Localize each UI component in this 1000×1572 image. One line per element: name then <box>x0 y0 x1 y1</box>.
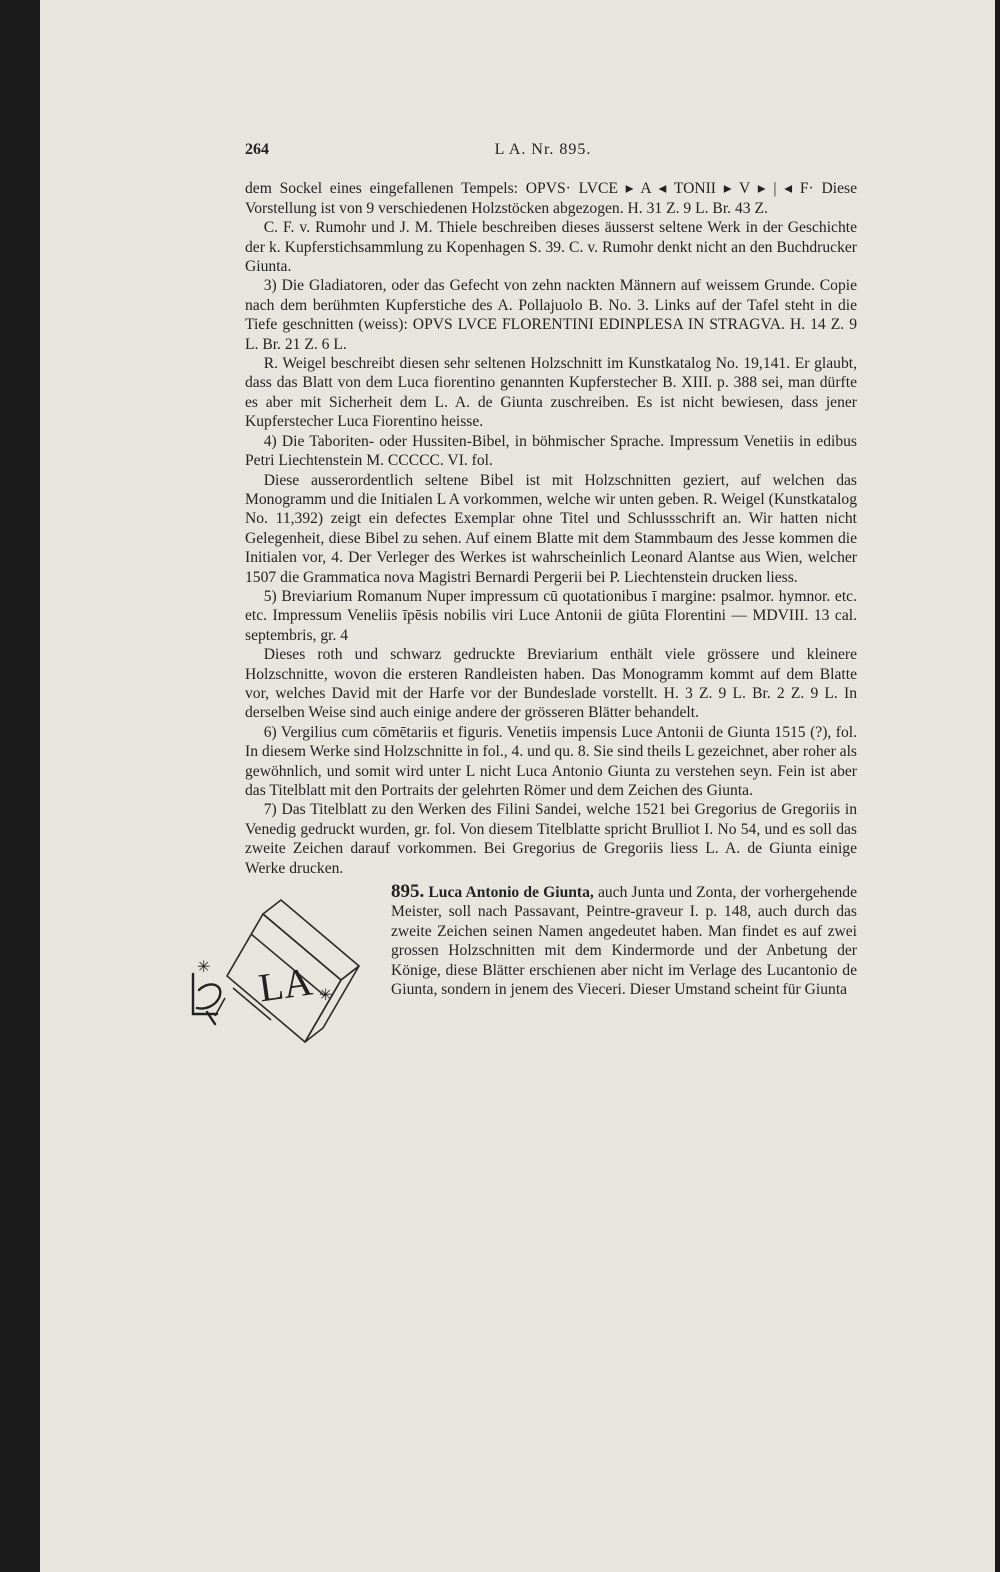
paragraph: C. F. v. Rumohr und J. M. Thiele beschreiben dieses äusserst seltene Werk in der Geschichte der k. Kupferstichsammlung zu Kopenhagen S. 39. C. v. Rumohr denkt nicht an den Buchdrucker Giunta. <box>245 219 857 276</box>
catalog-entry-895 <box>197 881 857 1011</box>
entry-number: 895. <box>391 881 425 903</box>
paragraph: 3) Die Gladiatoren, oder das Gefecht von zehn nackten Männern auf weissem Grunde. Copie nach dem berühmten Kupferstiche des A. Pollajuolo B. No. 3. Links auf der Tafel steht in die Tiefe geschnitten (weiss): OPVS LVCE FLORENTINI EDINPLESA IN STRAGVA. H. 14 Z. 9 L. Br. 21 Z. 6 L. <box>245 277 857 353</box>
paragraph: R. Weigel beschreibt diesen sehr seltenen Holzschnitt im Kunstkatalog No. 19,141. Er glaubt, dass das Blatt von dem Luca fiorentino genannten Kupferstecher B. XIII. p. 388 sei, man dürfte es aber mit Sicherheit dem L. A. de Giunta zuschreiben. Es ist nicht bewiesen, dass jener Kupferstecher Luca Fiorentino heisse. <box>245 355 857 431</box>
entry-body: auch Junta und Zonta, der vorhergehende Meister, soll nach Passavant, Peintre-graveur I. p. 148, auch durch das zweite Zeichen seinen Namen angedeutet haben. Man findet es auf zwei grossen Holzschnitten mit dem Kindermorde und der Anbetung der Könige, diese Blätter erschienen aber nicht im Verlage des Lucantonio de Giunta, sondern in jenem des Vieceri. Dieser Umstand scheint für Giunta <box>391 884 857 999</box>
paragraph: 6) Vergilius cum cōmētariis et figuris. Venetiis impensis Luce Antonii de Giunta 1515 (?), fol. In diesem Werke sind Holzschnitte in fol., 4. und qu. 8. Sie sind theils L gezeichnet, aber roher als gewöhnlich, und somit wird unter L nicht Luca Antonio Giunta zu verstehen seyn. Fein ist aber das Titelblatt mit den Portraits der gelehrten Römer und dem Zeichen des Giunta. <box>245 723 857 799</box>
text-block <box>197 140 857 1050</box>
artist-name: Luca Antonio de Giunta, <box>428 884 594 902</box>
paragraph: 5) Breviarium Romanum Nuper impressum cū quotationibus ī margine: psalmor. hymnor. etc. etc. Impressum Veneliis īpēsis nobilis viri Luce Antonii de giūta Florentini — MDVIII. 13 cal. septembris, gr. 4 <box>245 587 857 644</box>
paragraph: 4) Die Taboriten- oder Hussiten-Bibel, in böhmischer Sprache. Impressum Venetiis in edibus Petri Liechtenstein M. CCCCC. VI. fol. <box>245 432 857 470</box>
book-page <box>40 0 995 1572</box>
monogram-figure <box>185 886 375 1046</box>
body-paragraphs <box>245 179 857 878</box>
tablet-star: ✳ <box>319 985 333 1005</box>
paragraph: dem Sockel eines eingefallenen Tempels: OPVS· LVCE ▸ A ◂ TONII ▸ V ▸ | ◂ F· Diese Vorstellung ist von 9 verschiedenen Holzstöcken abgezogen. H. 31 Z. 9 L. Br. 43 Z. <box>245 180 857 217</box>
page-number: 264 <box>245 141 269 158</box>
tablet-letters: LA <box>255 958 315 1011</box>
page-header <box>245 140 857 159</box>
tablet-side <box>305 966 359 1042</box>
paragraph: Dieses roth und schwarz gedruckte Breviarium enthält viele grössere und kleinere Holzschnitte, wovon die ersteren Randleisten haben. Das Monogramm kommt auf dem Blatte vor, welches David mit der Harfe vor der Bundeslade vorstellt. H. 3 Z. 9 L. Br. 2 Z. 9 L. In derselben Weise sind auch einige andere der grösseren Blätter behandelt. <box>245 646 857 722</box>
running-head: L A. Nr. 895. <box>494 141 592 158</box>
monogram-star: ✳ <box>197 957 211 977</box>
paragraph: Diese ausserordentlich seltene Bibel ist mit Holzschnitten geziert, auf welchen das Monogramm und die Initialen L A vorkommen, welche wir unten geben. R. Weigel (Kunstkatalog No. 11,392) zeigt ein defectes Exemplar ohne Titel und Schlussschrift an. Wir hatten nicht Gelegenheit, diese Bibel zu sehen. Auf einem Blatte mit dem Stammbaum des Jesse kommen die Initialen vor, 4. Der Verleger des Werkes ist wahrscheinlich Leonard Alantse aus Wien, welcher 1507 die Grammatica nova Magistri Bernardi Pergerii bei P. Liechtenstein drucken liess. <box>245 471 857 586</box>
paragraph: 7) Das Titelblatt zu den Werken des Filini Sandei, welche 1521 bei Gregorius de Gregoriis in Venedig gedruckt wurden, gr. fol. Von diesem Titelblatte spricht Brulliot I. No 54, und es soll das zweite Zeichen darauf vorkommen. Bei Gregorius de Gregoriis liess L. A. de Giunta einige Werke drucken. <box>245 801 857 877</box>
